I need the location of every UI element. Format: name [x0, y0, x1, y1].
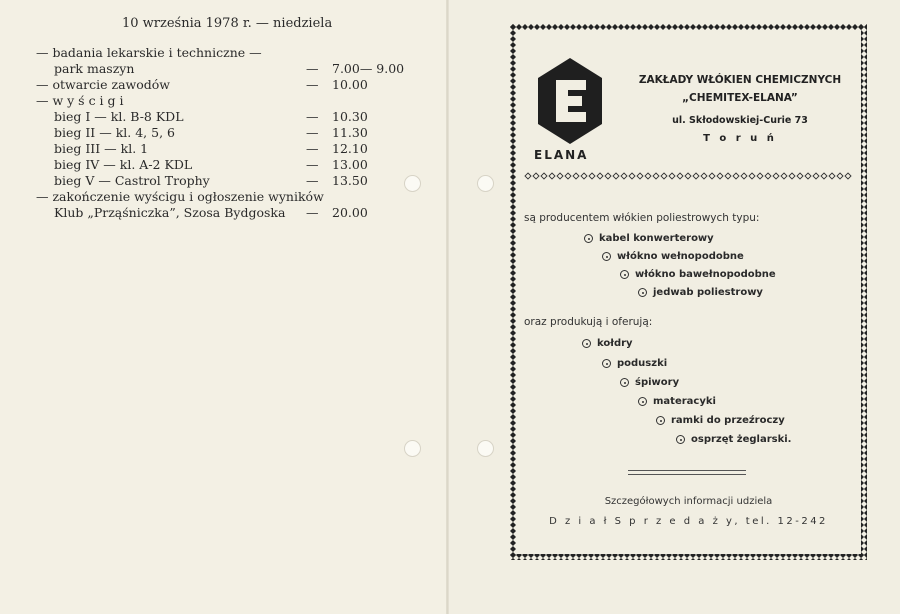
company-city: T o r u ń: [703, 133, 777, 144]
binding-hole: [404, 175, 421, 192]
footer-sales-contact: D z i a ł S p r z e d a ż y, tel. 12-242: [549, 516, 828, 527]
schedule-title: 10 września 1978 r. — niedziela: [122, 16, 333, 31]
offer-item: ramki do przeźroczy: [656, 415, 785, 426]
double-rule: [628, 474, 746, 475]
circle-bullet-icon: [602, 252, 611, 261]
logo-brand-name: ELANA: [534, 148, 589, 162]
binding-hole: [477, 175, 494, 192]
footer-info-line: Szczegółowych informacji udziela: [604, 496, 773, 507]
products-intro: są producentem włókien poliestrowych typu:: [524, 212, 760, 224]
circle-bullet-icon: [676, 435, 685, 444]
elana-advertisement: [510, 24, 867, 560]
offer-item: poduszki: [602, 358, 667, 369]
circle-bullet-icon: [656, 416, 665, 425]
offer-item: osprzęt żeglarski.: [676, 434, 791, 445]
offers-intro: oraz produkują i oferują:: [524, 316, 653, 328]
offer-item: materacyki: [638, 396, 716, 407]
product-item: kabel konwerterowy: [584, 233, 714, 244]
offer-item: śpiwory: [620, 377, 679, 388]
binding-hole: [477, 440, 494, 457]
binding-hole: [404, 440, 421, 457]
company-name: ZAKŁADY WŁÓKIEN CHEMICZNYCH: [638, 74, 842, 86]
product-item: włókno bawełnopodobne: [620, 269, 776, 280]
circle-bullet-icon: [582, 339, 591, 348]
elana-logo: [536, 56, 604, 150]
product-item: włókno wełnopodobne: [602, 251, 744, 262]
circle-bullet-icon: [620, 270, 629, 279]
circle-bullet-icon: [638, 397, 647, 406]
circle-bullet-icon: [620, 378, 629, 387]
circle-bullet-icon: [584, 234, 593, 243]
company-brand: „CHEMITEX-ELANA”: [682, 92, 798, 104]
circle-bullet-icon: [638, 288, 647, 297]
hexagon-e-logo-icon: [536, 56, 604, 146]
page-fold: [446, 0, 449, 614]
diamond-separator: [524, 172, 852, 180]
double-rule: [628, 470, 746, 471]
circle-bullet-icon: [602, 359, 611, 368]
product-item: jedwab poliestrowy: [638, 287, 763, 298]
offer-item: kołdry: [582, 338, 633, 349]
company-address: ul. Skłodowskiej-Curie 73: [672, 115, 808, 126]
